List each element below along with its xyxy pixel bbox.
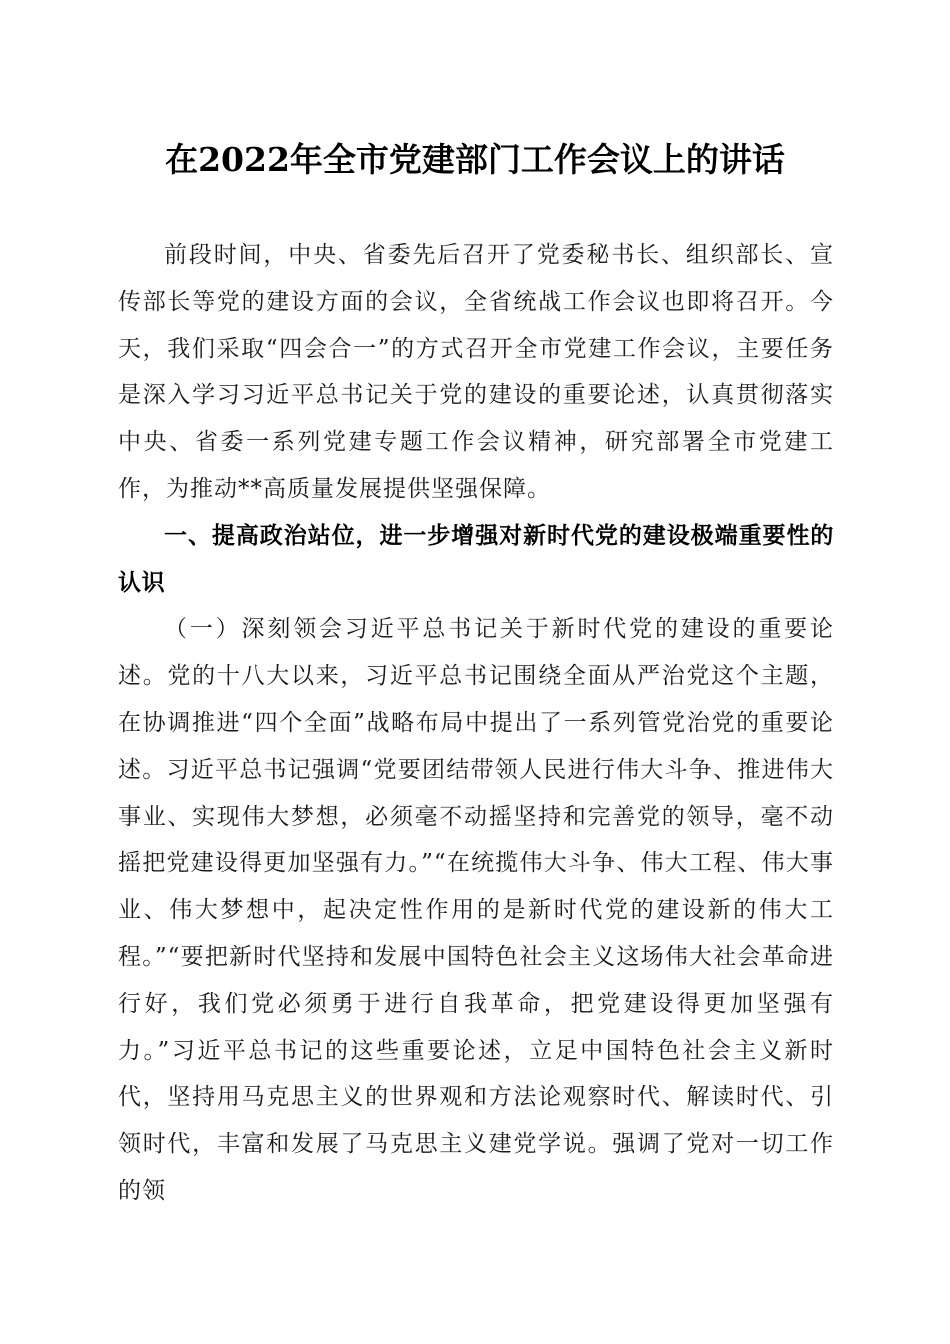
section-heading-1: 一、提高政治站位，进一步增强对新时代党的建设极端重要性的认识: [118, 522, 834, 596]
document-body: [118, 232, 834, 1215]
intro-paragraph: 前段时间，中央、省委先后召开了党委秘书长、组织部长、宣传部长等党的建设方面的会议，全省统战工作会议也即将召开。今天，我们采取“四会合一”的方式召开全市党建工作会议，主要任务是深入学习习近平总书记关于党的建设的重要论述，认真贯彻落实中央、省委一系列党建专题工作会议精神，研究部署全市党建工作，为推动**高质量发展提供坚强保障。: [118, 242, 834, 502]
document-title: 在2022年全市党建部门工作会议上的讲话: [165, 140, 785, 179]
section-1-paragraph-1: （一）深刻领会习近平总书记关于新时代党的建设的重要论述。党的十八大以来，习近平总书记围绕全面从严治党这个主题，在协调推进“四个全面”战略布局中提出了一系列管党治党的重要论述。习近平总书记强调“党要团结带领人民进行伟大斗争、推进伟大事业、实现伟大梦想，必须毫不动摇坚持和完善党的领导，毫不动摇把党建设得更加坚强有力。”“在统揽伟大斗争、伟大工程、伟大事业、伟大梦想中，起决定性作用的是新时代党的建设新的伟大工程。”“要把新时代坚持和发展中国特色社会主义这场伟大社会革命进行好，我们党必须勇于进行自我革命，把党建设得更加坚强有力。”习近平总书记的这些重要论述，立足中国特色社会主义新时代，坚持用马克思主义的世界观和方法论观察时代、解读时代、引领时代，丰富和发展了马克思主义建党学说。强调了党对一切工作的领: [118, 616, 834, 1204]
